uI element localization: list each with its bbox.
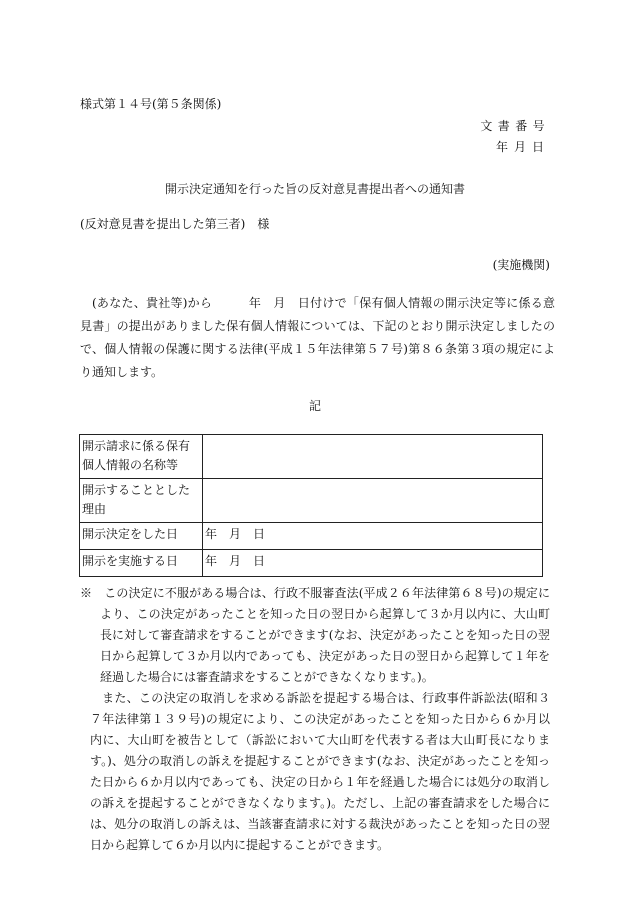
row-value: 年 月 日 [203,523,543,550]
addressee: (反対意見書を提出した第三者) 様 [80,217,270,231]
row-value: 年 月 日 [203,550,543,577]
table-row [80,523,543,550]
body-paragraph: (あなた、貴社等)から 年 月 日付けで「保有個人情報の開示決定等に係る意見書」の提出がありました保有個人情報については、下記のとおり開示決定しましたので、個人情報の保護に関する法律(平成１５年法律第５７号)第８６条第３項の規定により通知します。 [80,296,555,379]
row-label: 開示請求に係る保有個人情報の名称等 [80,435,203,479]
row-label: 開示決定をした日 [80,523,203,550]
form-number: 様式第１４号(第５条関係) [80,97,222,111]
issuing-agency: (実施機関) [492,258,550,272]
ki-heading: 記 [308,399,321,413]
lawsuit-note: また、この決定の取消しを求める訴訟を提起する場合は、行政事件訴訟法(昭和３７年法律第１３９号)の規定により、この決定があったことを知った日から６か月以内に、大山町を被告として（訴訟において大山町を代表する者は大山町長になります。)、処分の取消しの訴えを提起することができます(なお、決定があったことを知った日から６か月以内であっても、決定の日から１年を経過した場合には処分の取消しの訴えを提起することができなくなります。)。ただし、上記の審査請求をした場合には、処分の取消しの訴えは、当該審査請求に対する裁決があったことを知った日の翌日から起算して６か月以内に提起することができます。 [90,691,550,852]
row-label: 開示を実施する日 [80,550,203,577]
table-row [80,550,543,577]
row-label: 開示することとした理由 [80,479,203,523]
document-title: 開示決定通知を行った旨の反対意見書提出者への通知書 [164,182,465,196]
decision-details-table [79,434,543,577]
table-row [80,479,543,523]
document-number: 文書番号 [480,119,550,133]
row-value [203,479,543,523]
document-date: 年月日 [495,140,550,154]
notes-section [80,583,550,856]
table-row [80,435,543,479]
appeal-note: ※ この決定に不服がある場合は、行政不服審査法(平成２６年法律第６８号)の規定により、この決定があったことを知った日の翌日から起算して３か月以内に、大山町長に対して審査請求をすることができます(なお、決定があったことを知った日の翌日から起算して３か月以内であっても、決定があった日の翌日から起算して１年を経過した場合には審査請求をすることができなくなります。)。 [80,586,550,684]
row-value [203,435,543,479]
